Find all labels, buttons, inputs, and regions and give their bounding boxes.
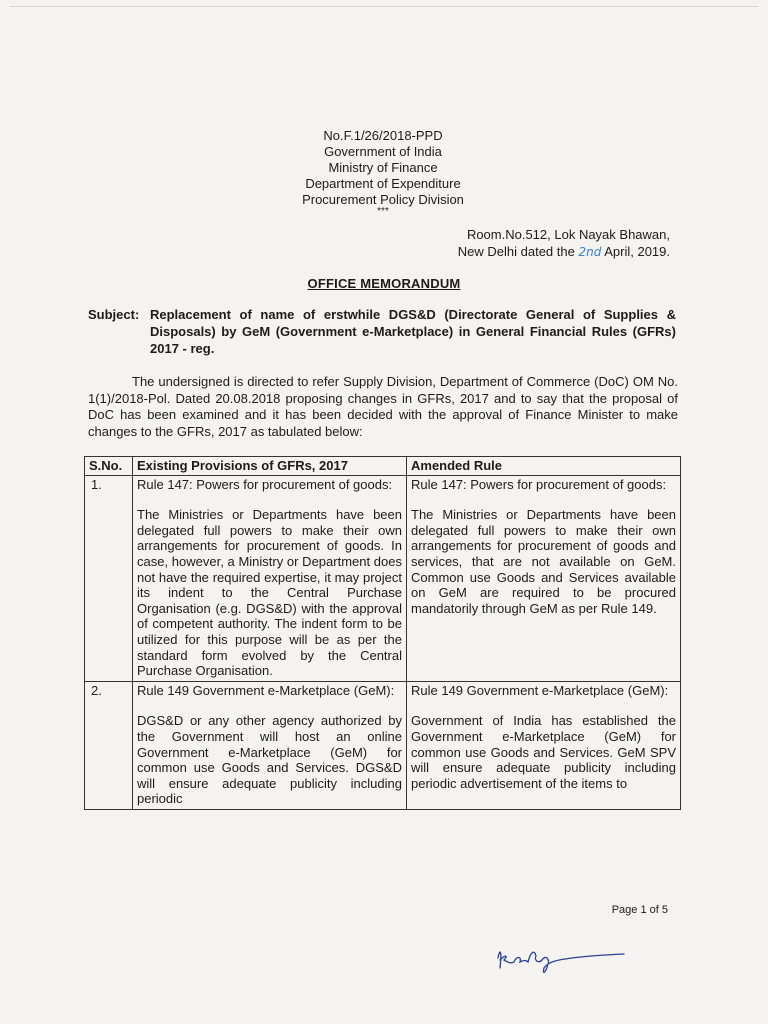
table-row [85,475,681,681]
existing-provision-cell [133,681,407,809]
memorandum-title: OFFICE MEMORANDUM [307,276,461,291]
header-sno: S.No. [85,457,133,476]
body-paragraph: The undersigned is directed to refer Supply Division, Department of Commerce (DoC) OM No. 1(1)/2018-Pol. Dated 20.08.2018 proposing changes in GFRs, 2017 and to say that the proposal of DoC has been examined and it has been decided with the approval of Finance Minister to make changes to the GFRs, 2017 as tabulated below: [88,374,678,439]
amendment-table [84,456,681,810]
department-name: Department of Expenditure [305,176,461,191]
page-number: Page 1 of 5 [611,904,668,916]
subject-text: Replacement of name of erstwhile DGS&D (Directorate General of Supplies & Disposals) by GeM (Government e-Marketplace) in General Financial Rules (GFRs) 2017 - reg. [150,307,676,356]
ministry-name: Ministry of Finance [328,160,438,175]
table-header-row [85,457,681,476]
letterhead [0,128,768,216]
existing-rule-title: Rule 147: Powers for procurement of goods: [137,476,393,492]
row-sno: 2. [85,681,133,809]
file-number: No.F.1/26/2018-PPD [323,128,443,143]
existing-rule-body: The Ministries or Departments have been delegated full powers to make their own arrangements for procurement of goods. In case, however, a Ministry or Department does not have the required expertise, it may project its indent to the Central Purchase Organisation (e.g. DGS&D) with the approval of competent authority. The indent form to be utilized for this purpose will be as per the standard form evolved by the Central Purchase Organisation. [137,507,402,679]
government-name: Government of India [324,144,442,159]
header-existing: Existing Provisions of GFRs, 2017 [133,457,407,476]
row-sno: 1. [85,475,133,681]
scan-edge-line [10,6,758,7]
subject-label: Subject: [88,307,140,322]
address-block [458,226,670,261]
existing-provision-cell [133,475,407,681]
separator-stars: *** [377,206,389,217]
handwritten-day: 2nd [578,245,602,259]
amended-rule-body: The Ministries or Departments have been delegated full powers to make their own arrangements for procurement of goods and services, that are not available on GeM. Common use Goods and Services available on GeM are required to be procured mandatorily through GeM as per Rule 149. [411,507,676,616]
amended-rule-title: Rule 147: Powers for procurement of goods: [411,476,667,492]
existing-rule-body: DGS&D or any other agency authorized by the Government will host an online Government e-Marketplace (GeM) for common use Goods and Services. DGS&D will ensure adequate publicity including periodic [137,713,402,807]
date-suffix: April, 2019. [604,244,670,259]
amended-rule-body: Government of India has established the Government e-Marketplace (GeM) for common use Goods and Services. GeM SPV will ensure adequate publicity including periodic advertisement of the items to [411,713,676,791]
room-address: Room.No.512, Lok Nayak Bhawan, [466,227,670,242]
subject-block [88,306,676,357]
amended-rule-cell [407,681,681,809]
amended-rule-cell [407,475,681,681]
header-amended: Amended Rule [407,457,681,476]
date-line [458,243,670,261]
division-name: Procurement Policy Division [302,192,464,207]
amended-rule-title: Rule 149 Government e-Marketplace (GeM): [411,682,669,698]
existing-rule-title: Rule 149 Government e-Marketplace (GeM): [137,682,395,698]
signature-icon [492,938,632,978]
table-row [85,681,681,809]
date-prefix: New Delhi dated the [457,244,575,259]
